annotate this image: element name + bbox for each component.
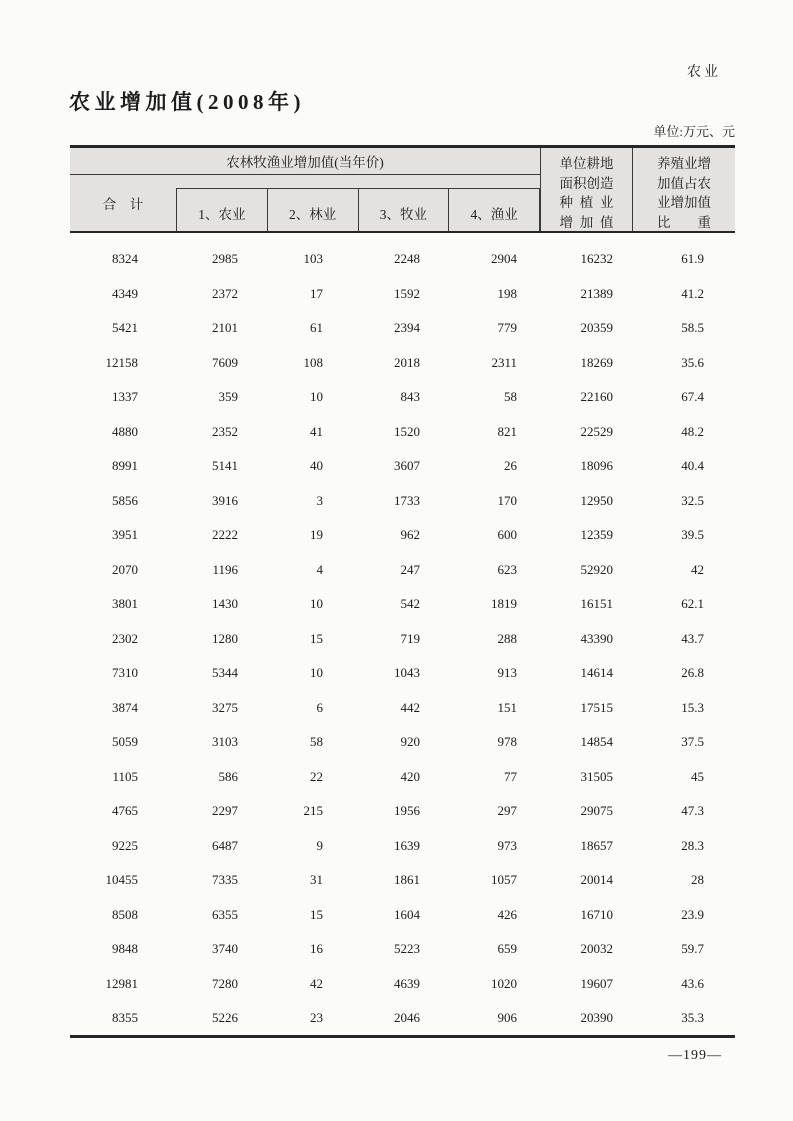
- table-cell: 43390: [580, 630, 613, 646]
- table-cell: 19607: [580, 975, 613, 991]
- table-row: [70, 967, 735, 1002]
- header-line: 养殖业增: [657, 156, 711, 171]
- table-cell: 920: [400, 734, 420, 750]
- table-cell: 35.3: [681, 1010, 704, 1026]
- table-cell: 23: [310, 1010, 323, 1026]
- table-cell: 2101: [212, 320, 238, 336]
- table-cell: 4765: [112, 803, 138, 819]
- table-cell: 170: [497, 492, 517, 508]
- table-cell: 978: [497, 734, 517, 750]
- table-cell: 15.3: [681, 699, 704, 715]
- table-cell: 4: [316, 561, 323, 577]
- header-group-lower: [70, 175, 540, 231]
- table-cell: 12359: [580, 527, 613, 543]
- table-cell: 42: [310, 975, 323, 991]
- table-cell: 198: [497, 285, 517, 301]
- table-row: [70, 242, 735, 277]
- table-cell: 3607: [394, 458, 420, 474]
- table-cell: 12950: [580, 492, 613, 508]
- table-cell: 906: [497, 1010, 517, 1026]
- table-cell: 973: [497, 837, 517, 853]
- table-cell: 16710: [580, 906, 613, 922]
- table-cell: 1956: [394, 803, 420, 819]
- table-cell: 32.5: [681, 492, 704, 508]
- table-cell: 17515: [580, 699, 613, 715]
- table-cell: 1819: [491, 596, 517, 612]
- table-row: [70, 587, 735, 622]
- table-row: [70, 1001, 735, 1036]
- table-cell: 58.5: [681, 320, 704, 336]
- table-cell: 659: [497, 941, 517, 957]
- table-cell: 4880: [112, 423, 138, 439]
- header-line: 增 加 值: [559, 214, 614, 230]
- table-cell: 2018: [394, 354, 420, 370]
- header-group-title: 农林牧渔业增加值(当年价): [70, 148, 540, 175]
- table-cell: 40.4: [681, 458, 704, 474]
- table-cell: 426: [497, 906, 517, 922]
- table-cell: 2297: [212, 803, 238, 819]
- table-cell: 2372: [212, 285, 238, 301]
- table-cell: 23.9: [681, 906, 704, 922]
- table-row: [70, 760, 735, 795]
- table-row: [70, 553, 735, 588]
- unit-note: 单位:万元、元: [653, 124, 735, 139]
- table-row: [70, 932, 735, 967]
- table-cell: 16: [310, 941, 323, 957]
- table-cell: 359: [218, 389, 238, 405]
- table-cell: 2352: [212, 423, 238, 439]
- table-cell: 600: [497, 527, 517, 543]
- table-cell: 103: [303, 251, 323, 267]
- header-line: 比 重: [657, 214, 711, 230]
- table-cell: 542: [400, 596, 420, 612]
- table-cell: 52920: [580, 561, 613, 577]
- table-cell: 3: [316, 492, 323, 508]
- table-cell: 1430: [212, 596, 238, 612]
- table-cell: 2311: [491, 354, 517, 370]
- table-cell: 215: [303, 803, 323, 819]
- table-cell: 35.6: [681, 354, 704, 370]
- table-cell: 8508: [112, 906, 138, 922]
- table-cell: 14854: [580, 734, 613, 750]
- table-cell: 9225: [112, 837, 138, 853]
- table-row: [70, 829, 735, 864]
- table-cell: 20014: [580, 872, 613, 888]
- table-cell: 14614: [580, 665, 613, 681]
- table-cell: 6487: [212, 837, 238, 853]
- table-row: [70, 449, 735, 484]
- table-cell: 5059: [112, 734, 138, 750]
- table-cell: 26.8: [681, 665, 704, 681]
- table-cell: 5856: [112, 492, 138, 508]
- table-cell: 5344: [212, 665, 238, 681]
- table-cell: 17: [310, 285, 323, 301]
- table-cell: 77: [504, 768, 517, 784]
- table-cell: 779: [497, 320, 517, 336]
- header-line: 单位耕地: [559, 156, 614, 171]
- table-row: [70, 346, 735, 381]
- table-cell: 22529: [580, 423, 613, 439]
- table-cell: 1196: [212, 561, 238, 577]
- table-cell: 821: [497, 423, 517, 439]
- table-cell: 31: [310, 872, 323, 888]
- table-cell: 1043: [394, 665, 420, 681]
- table-cell: 18096: [580, 458, 613, 474]
- table-cell: 4639: [394, 975, 420, 991]
- table-cell: 3740: [212, 941, 238, 957]
- table-cell: 7335: [212, 872, 238, 888]
- table-cell: 2302: [112, 630, 138, 646]
- table-cell: 20032: [580, 941, 613, 957]
- table-cell: 16232: [580, 251, 613, 267]
- table-row: [70, 863, 735, 898]
- table-cell: 623: [497, 561, 517, 577]
- table-row: [70, 725, 735, 760]
- table-cell: 1604: [394, 906, 420, 922]
- table-cell: 247: [400, 561, 420, 577]
- table-cell: 37.5: [681, 734, 704, 750]
- table-cell: 2070: [112, 561, 138, 577]
- table-cell: 31505: [580, 768, 613, 784]
- table-cell: 3874: [112, 699, 138, 715]
- header-total-label: 合 计: [102, 197, 144, 212]
- table-cell: 43.7: [681, 630, 704, 646]
- header-line: 面积创造: [559, 175, 614, 191]
- table-cell: 48.2: [681, 423, 704, 439]
- table-cell: 28: [691, 872, 704, 888]
- table-row: [70, 656, 735, 691]
- table-cell: 12981: [105, 975, 138, 991]
- table-cell: 61: [310, 320, 323, 336]
- table-cell: 45: [691, 768, 704, 784]
- table-row: [70, 484, 735, 519]
- table-cell: 10: [310, 389, 323, 405]
- table-cell: 913: [497, 665, 517, 681]
- table-cell: 1057: [491, 872, 517, 888]
- table-cell: 442: [400, 699, 420, 715]
- table-row: [70, 898, 735, 933]
- table-cell: 1639: [394, 837, 420, 853]
- table-cell: 3951: [112, 527, 138, 543]
- table-cell: 1280: [212, 630, 238, 646]
- table-cell: 8991: [112, 458, 138, 474]
- table-cell: 962: [400, 527, 420, 543]
- table-cell: 20390: [580, 1010, 613, 1026]
- table-cell: 19: [310, 527, 323, 543]
- table-cell: 41.2: [681, 285, 704, 301]
- table-cell: 58: [504, 389, 517, 405]
- table-cell: 1733: [394, 492, 420, 508]
- section-corner-label: 农业: [687, 65, 721, 80]
- table-cell: 719: [400, 630, 420, 646]
- table-cell: 1105: [112, 768, 138, 784]
- table-cell: 1520: [394, 423, 420, 439]
- table-cell: 586: [218, 768, 238, 784]
- table-cell: 5223: [394, 941, 420, 957]
- table-cell: 1020: [491, 975, 517, 991]
- table-cell: 18269: [580, 354, 613, 370]
- table-cell: 43.6: [681, 975, 704, 991]
- table-cell: 9848: [112, 941, 138, 957]
- table-cell: 20359: [580, 320, 613, 336]
- table-cell: 16151: [580, 596, 613, 612]
- table-row: [70, 415, 735, 450]
- table-cell: 8355: [112, 1010, 138, 1026]
- table-cell: 10: [310, 665, 323, 681]
- table-row: [70, 691, 735, 726]
- table-cell: 5421: [112, 320, 138, 336]
- table-cell: 59.7: [681, 941, 704, 957]
- header-subcol-fishery: 4、渔业: [448, 189, 539, 231]
- table-cell: 108: [303, 354, 323, 370]
- table-cell: 5141: [212, 458, 238, 474]
- table-cell: 7310: [112, 665, 138, 681]
- table-cell: 41: [310, 423, 323, 439]
- header-col-breeding-share: [632, 148, 735, 231]
- table-cell: 3103: [212, 734, 238, 750]
- table-cell: 6: [316, 699, 323, 715]
- table-cell: 288: [497, 630, 517, 646]
- table-cell: 2904: [491, 251, 517, 267]
- data-table: [70, 145, 735, 1038]
- table-cell: 15: [310, 630, 323, 646]
- table-cell: 1861: [394, 872, 420, 888]
- table-cell: 28.3: [681, 837, 704, 853]
- header-subcolumns: [176, 188, 540, 231]
- page-number: —199—: [668, 1048, 722, 1063]
- header-subcol-farming: 1、农业: [198, 206, 246, 222]
- table-cell: 26: [504, 458, 517, 474]
- table-cell: 5226: [212, 1010, 238, 1026]
- table-cell: 151: [497, 699, 517, 715]
- table-cell: 15: [310, 906, 323, 922]
- table-cell: 2046: [394, 1010, 420, 1026]
- table-cell: 1337: [112, 389, 138, 405]
- table-row: [70, 311, 735, 346]
- table-cell: 7280: [212, 975, 238, 991]
- table-cell: 2985: [212, 251, 238, 267]
- header-group-agriculture: [70, 148, 540, 231]
- table-cell: 2248: [394, 251, 420, 267]
- table-cell: 9: [316, 837, 323, 853]
- header-subcol-husbandry: 3、牧业: [358, 189, 449, 231]
- table-cell: 67.4: [681, 389, 704, 405]
- header-line: 种 植 业: [559, 195, 614, 210]
- table-cell: 22: [310, 768, 323, 784]
- table-cell: 22160: [580, 389, 613, 405]
- table-cell: 4349: [112, 285, 138, 301]
- table-cell: 18657: [580, 837, 613, 853]
- table-cell: 420: [400, 768, 420, 784]
- header-line: 加值占农: [657, 175, 711, 191]
- table-cell: 62.1: [681, 596, 704, 612]
- table-cell: 2222: [212, 527, 238, 543]
- table-cell: 1592: [394, 285, 420, 301]
- table-cell: 29075: [580, 803, 613, 819]
- table-cell: 2394: [394, 320, 420, 336]
- table-cell: 21389: [580, 285, 613, 301]
- page-title: 农业增加值(2008年): [69, 90, 305, 114]
- table-row: [70, 794, 735, 829]
- table-cell: 58: [310, 734, 323, 750]
- table-cell: 42: [691, 561, 704, 577]
- header-line: 业增加值: [657, 195, 711, 210]
- table-row: [70, 622, 735, 657]
- table-cell: 39.5: [681, 527, 704, 543]
- table-cell: 843: [400, 389, 420, 405]
- table-cell: 6355: [212, 906, 238, 922]
- table-body: [70, 233, 735, 1038]
- table-cell: 10: [310, 596, 323, 612]
- table-cell: 47.3: [681, 803, 704, 819]
- table-cell: 3916: [212, 492, 238, 508]
- table-cell: 3275: [212, 699, 238, 715]
- table-cell: 12158: [105, 354, 138, 370]
- table-cell: 40: [310, 458, 323, 474]
- table-cell: 8324: [112, 251, 138, 267]
- table-header: [70, 145, 735, 233]
- header-col-unit-area: [540, 148, 632, 231]
- table-cell: 3801: [112, 596, 138, 612]
- table-row: [70, 380, 735, 415]
- table-cell: 7609: [212, 354, 238, 370]
- table-row: [70, 518, 735, 553]
- table-cell: 61.9: [681, 251, 704, 267]
- table-row: [70, 277, 735, 312]
- header-subcol-forestry: 2、林业: [267, 189, 358, 231]
- table-cell: 297: [497, 803, 517, 819]
- table-cell: 10455: [105, 872, 138, 888]
